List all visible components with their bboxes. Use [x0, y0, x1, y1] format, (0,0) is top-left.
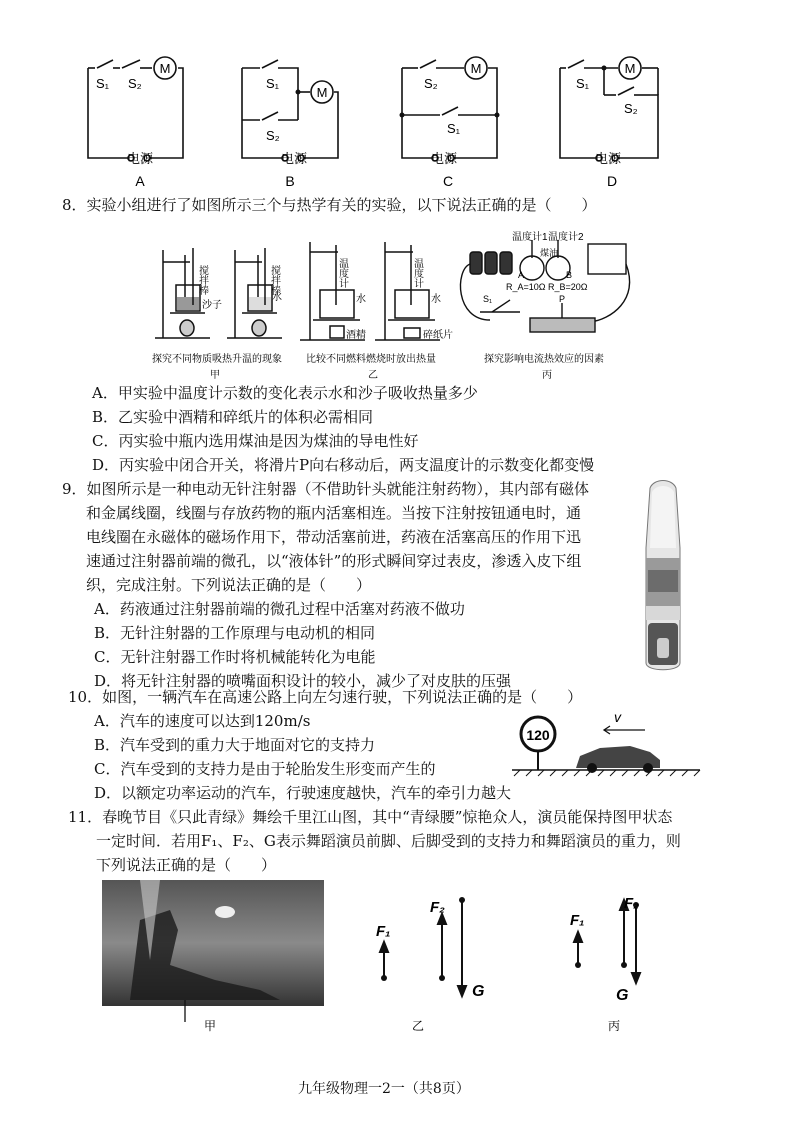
q10-option-d[interactable]: D．以额定功率运动的汽车，行驶速度越快，汽车的牵引力越大 — [94, 784, 512, 802]
switch-s2-label: S₂ — [128, 76, 142, 91]
q8-option-d[interactable]: D．丙实验中闭合开关，将滑片P向右移动后，两支温度计的示数变化都变慢 — [92, 456, 595, 474]
fig-yi-caption: 比较不同燃料燃烧时放出热量 — [306, 354, 436, 365]
thermometer-label: 温度计 — [336, 258, 348, 288]
switch-s1-label: S₁ — [96, 76, 110, 91]
page-footer: 九年级物理一2一（共8页） — [298, 1081, 470, 1097]
thermometer-label: 温度计 — [411, 258, 423, 288]
q9-line-3: 电线圈在永磁体的磁场作用下，带动活塞前进，药液在活塞高压的作用下迅 — [86, 528, 582, 546]
thermometer2-label: 温度计2 — [548, 232, 584, 243]
stir-rod-label: 搅拌棒 — [196, 265, 208, 295]
q9-line-4: 速通过注射器前端的微孔，以“液体针”的形式瞬间穿过表皮，渗透入皮下组 — [86, 552, 582, 570]
q9-option-d[interactable]: D．将无针注射器的喷嘴面积设计的较小，减少了对皮肤的压强 — [94, 672, 512, 690]
q9-line-1: 9．如图所示是一种电动无针注射器（不借助针头就能注射药物），其内部有磁体 — [62, 480, 590, 498]
slider-p-label: P — [559, 294, 566, 304]
motor-label: M — [624, 61, 636, 76]
stir-rod-label: 搅拌棒 — [268, 265, 280, 295]
switch-s2-label: S₂ — [266, 128, 280, 143]
q8-option-c[interactable]: C．丙实验中瓶内选用煤油是因为煤油的导电性好 — [92, 432, 419, 450]
force-f2-label: F₂ — [624, 895, 639, 912]
speed-limit-sign: 120 — [526, 727, 550, 743]
force-f1-label: F₁ — [570, 912, 585, 929]
q9-option-c[interactable]: C．无针注射器工作时将机械能转化为电能 — [94, 648, 376, 666]
water-label: 水 — [272, 292, 282, 303]
q8-option-a[interactable]: A．甲实验中温度计示数的变化表示水和沙子吸收热量多少 — [92, 384, 478, 402]
motor-label: M — [316, 85, 328, 100]
option-letter: B — [285, 173, 295, 189]
alcohol-label: 酒精 — [346, 330, 366, 341]
fig-bing-caption: 探究影响电流热效应的因素 — [484, 354, 604, 365]
fig-bing-label: 丙 — [608, 1019, 621, 1033]
resistor-b-label: B — [566, 270, 573, 280]
source-label: 电源 — [280, 151, 308, 166]
q9-option-b[interactable]: B．无针注射器的工作原理与电动机的相同 — [94, 624, 376, 642]
source-label: 电源 — [126, 151, 154, 166]
fig-yi-label: 乙 — [368, 370, 378, 381]
switch-s1-label: S₁ — [266, 76, 280, 91]
force-f1-label: F₁ — [376, 923, 391, 940]
kerosene-label: 煤油 — [540, 248, 559, 258]
fig-jia-caption: 探究不同物质吸热升温的现象 — [152, 354, 282, 365]
water-label: 水 — [431, 294, 441, 305]
gravity-g-label: G — [472, 983, 485, 1000]
motor-label: M — [159, 61, 171, 76]
q10-option-c[interactable]: C．汽车受到的支持力是由于轮胎发生形变而产生的 — [94, 760, 436, 778]
question-8-stem: 8．实验小组进行了如图所示三个与热学有关的实验，以下说法正确的是（ ） — [62, 196, 597, 214]
q9-option-a[interactable]: A．药液通过注射器前端的微孔过程中活塞对药液不做功 — [94, 600, 465, 618]
sand-label: 沙子 — [202, 300, 222, 311]
switch-s2-label: S₂ — [424, 76, 438, 91]
fig-jia-label: 甲 — [210, 370, 220, 381]
source-label: 电源 — [594, 151, 622, 166]
fig-yi-label: 乙 — [412, 1019, 425, 1033]
q8-option-b[interactable]: B．乙实验中酒精和碎纸片的体积必需相同 — [92, 408, 374, 426]
option-letter: D — [606, 173, 618, 189]
switch-s2-label: S₂ — [624, 101, 638, 116]
q9-line-2: 和金属线圈，线圈与存放药物的瓶内活塞相连。当按下注射按钮通电时，通 — [86, 504, 582, 522]
velocity-label: v — [614, 709, 621, 725]
thermometer1-label: 温度计1 — [512, 232, 548, 243]
q10-option-a[interactable]: A．汽车的速度可以达到120m/s — [94, 712, 311, 730]
gravity-g-label: G — [616, 987, 629, 1004]
option-letter: A — [135, 173, 145, 189]
q11-line-1: 11．春晚节目《只此青绿》舞绘千里江山图，其中“青绿腰”惊艳众人，演员能保持图甲状态 — [68, 808, 673, 826]
q10-option-b[interactable]: B．汽车受到的重力大于地面对它的支持力 — [94, 736, 376, 754]
fig-jia-label: 甲 — [204, 1019, 217, 1033]
q9-line-5: 织，完成注射。下列说法正确的是（ ） — [86, 576, 372, 594]
fig-bing-label: 丙 — [542, 370, 552, 381]
paper-label: 碎纸片 — [423, 330, 453, 341]
question-10-stem: 10．如图，一辆汽车在高速公路上向左匀速行驶，下列说法正确的是（ ） — [68, 688, 583, 706]
water-label: 水 — [356, 294, 366, 305]
resistor-a-label: A — [518, 270, 525, 280]
switch-s1-label: S₁ — [576, 76, 590, 91]
rb-value: R_B=20Ω — [548, 282, 588, 292]
q11-line-3: 下列说法正确的是（ ） — [96, 856, 277, 874]
force-f2-label: F₂ — [430, 899, 445, 916]
q11-line-2: 一定时间．若用F₁、F₂、G表示舞蹈演员前脚、后脚受到的支持力和舞蹈演员的重力，则 — [96, 832, 681, 850]
option-letter: C — [442, 173, 454, 189]
switch-s1-label: S₁ — [483, 294, 493, 304]
ra-value: R_A=10Ω — [506, 282, 546, 292]
source-label: 电源 — [430, 151, 458, 166]
switch-s1-label: S₁ — [447, 121, 461, 136]
motor-label: M — [470, 61, 482, 76]
